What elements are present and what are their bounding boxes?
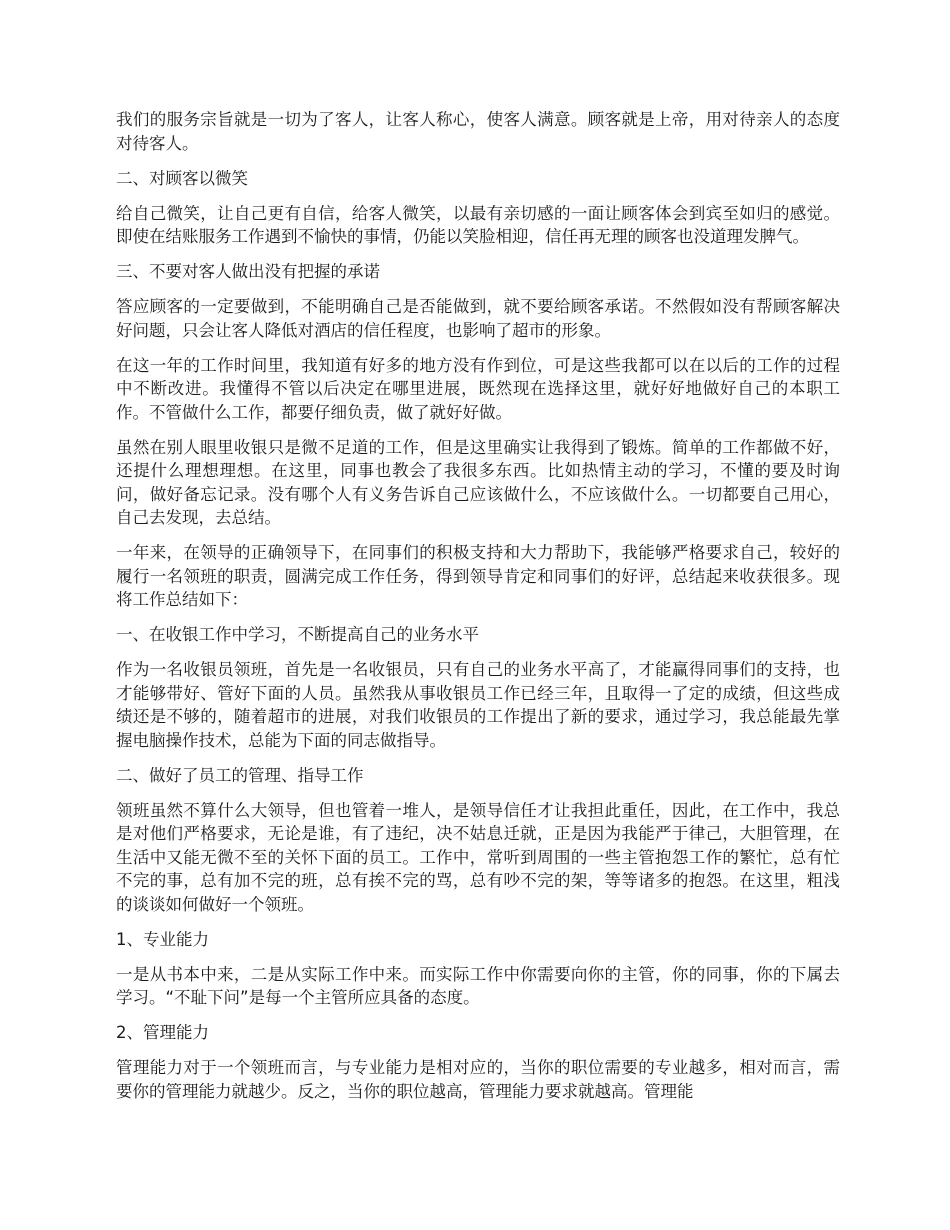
paragraph: 领班虽然不算什么大领导，但也管着一堆人，是领导信任才让我担此重任，因此，在工作中，我总是对他们严格要求，无论是谁，有了违纪，决不姑息迁就，正是因为我能严于律己，大胆管理，在生活中又能无微不至的关怀下面的员工。工作中，常听到周围的一些主管抱怨工作的繁忙，总有忙不完的事，总有加不完的班，总有挨不完的骂，总有吵不完的架，等等诸多的抱怨。在这里，粗浅的谈谈如何做好一个领班。 xyxy=(116,800,840,914)
paragraph: 答应顾客的一定要做到，不能明确自己是否能做到，就不要给顾客承诺。不然假如没有帮顾客解决好问题，只会让客人降低对酒店的信任程度，也影响了超市的形象。 xyxy=(116,297,840,340)
paragraph: 给自己微笑，让自己更有自信，给客人微笑，以最有亲切感的一面让顾客体会到宾至如归的感觉。即使在结账服务工作遇到不愉快的事情，仍能以笑脸相迎，信任再无理的顾客也没道理发脾气。 xyxy=(116,203,840,246)
section-heading: 二、做好了员工的管理、指导工作 xyxy=(116,765,364,785)
subsection-heading: 1、专业能力 xyxy=(116,929,209,949)
paragraph: 管理能力对于一个领班而言，与专业能力是相对应的，当你的职位需要的专业越多，相对而言，需要你的管理能力就越少。反之，当你的职位越高，管理能力要求就越高。管理能 xyxy=(116,1058,840,1101)
subsection-heading: 2、管理能力 xyxy=(116,1023,209,1042)
paragraph: 我们的服务宗旨就是一切为了客人，让客人称心，使客人满意。顾客就是上帝，用对待亲人的态度对待客人。 xyxy=(116,110,840,153)
section-heading: 二、对顾客以微笑 xyxy=(116,168,248,188)
paragraph: 作为一名收银员领班，首先是一名收银员，只有自己的业务水平高了，才能赢得同事们的支持，也才能够带好、管好下面的人员。虽然我从事收银员工作已经三年，且取得一了定的成绩，但这些成绩还是不够的，随着超市的进展，对我们收银员的工作提出了新的要求，通过学习，我总能最先掌握电脑操作技术，总能为下面的同志做指导。 xyxy=(116,660,840,750)
paragraph: 一年来，在领导的正确领导下，在同事们的积极支持和大力帮助下，我能够严格要求自己，较好的履行一名领班的职责，圆满完成工作任务，得到领导肯定和同事们的好评，总结起来收获很多。现将工作总结如下： xyxy=(116,543,840,609)
paragraph: 在这一年的工作时间里，我知道有好多的地方没有作到位，可是这些我都可以在以后的工作的过程中不断改进。我懂得不管以后决定在哪里进展，既然现在选择这里，就好好地做好自己的本职工作。不管做什么工作，都要仔细负责，做了就好好做。 xyxy=(116,355,840,422)
document-body xyxy=(116,108,840,1115)
section-heading: 一、在收银工作中学习，不断提高自己的业务水平 xyxy=(116,625,479,644)
section-heading: 三、不要对客人做出没有把握的承诺 xyxy=(116,262,380,281)
paragraph: 虽然在别人眼里收银只是微不足道的工作，但是这里确实让我得到了锻炼。简单的工作都做不好，还提什么理想理想。在这里，同事也教会了我很多东西。比如热情主动的学习，不懂的要及时询问，做好备忘记录。没有哪个人有义务告诉自己应该做什么，不应该做什么。一切都要自己用心，自己去发现，去总结。 xyxy=(116,437,840,527)
paragraph: 一是从书本中来，二是从实际工作中来。而实际工作中你需要向你的主管，你的同事，你的下属去学习。“不耻下问”是每一个主管所应具备的态度。 xyxy=(116,964,840,1007)
